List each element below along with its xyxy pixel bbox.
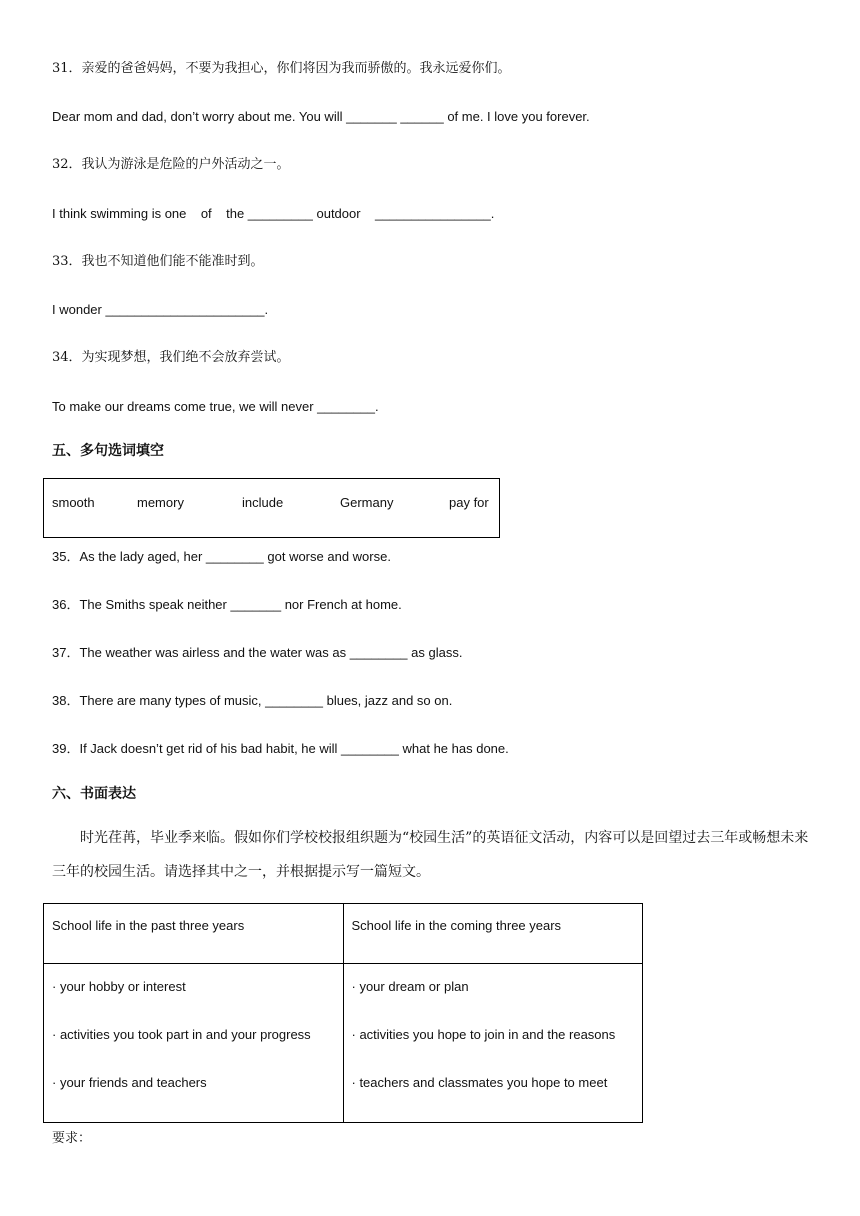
word-bank-item: memory (137, 495, 184, 510)
hint-item: · teachers and classmates you hope to meet (351, 1075, 608, 1090)
question-31-chinese: 31．亲爱的爸爸妈妈，不要为我担心，你们将因为我而骄傲的。我永远爱你们。 (52, 61, 511, 76)
section-5-title: 五、多句选词填空 (52, 443, 164, 459)
question-39: 39．If Jack doesn’t get rid of his bad habit, he will ________ what he has done. (52, 741, 509, 756)
requirements-label: 要求： (52, 1131, 92, 1146)
hint-item: · activities you hope to join in and the reasons (351, 1027, 616, 1042)
hint-item: · activities you took part in and your progress (52, 1027, 311, 1042)
question-32-chinese: 32．我认为游泳是危险的户外活动之一。 (52, 157, 290, 172)
question-36: 36．The Smiths speak neither _______ nor French at home. (52, 597, 402, 612)
question-34-chinese: 34．为实现梦想，我们绝不会放弃尝试。 (52, 350, 290, 365)
word-bank-item: include (242, 495, 284, 510)
question-31-english: Dear mom and dad, don’t worry about me. You will _______ ______ of me. I love you forever. (52, 109, 590, 124)
question-32-english: I think swimming is one of the _________ outdoor ________________. (52, 206, 495, 221)
table-header-future: School life in the coming three years (343, 904, 643, 964)
section-6-title: 六、书面表达 (52, 786, 136, 802)
table-cell-future-hints (343, 964, 643, 1123)
hint-item: · your hobby or interest (52, 979, 186, 994)
table-cell-past-hints (44, 964, 344, 1123)
hint-item: · your dream or plan (351, 979, 469, 994)
question-33-chinese: 33．我也不知道他们能不能准时到。 (52, 254, 264, 269)
question-37: 37．The weather was airless and the water was as ________ as glass. (52, 645, 463, 660)
word-bank-item: Germany (340, 495, 394, 510)
word-bank-box (43, 478, 500, 538)
question-33-english: I wonder ______________________. (52, 302, 269, 317)
writing-prompt: 时光荏苒，毕业季来临。假如你们学校校报组织题为“校园生活”的英语征文活动，内容可以是回望过去三年或畅想未来三年的校园生活。请选择其中之一，并根据提示写一篇短文。 (52, 830, 809, 880)
writing-hints-table (43, 903, 643, 1123)
question-34-english: To make our dreams come true, we will never ________. (52, 399, 379, 414)
table-header-past: School life in the past three years (44, 904, 344, 964)
word-bank-item: pay for (449, 495, 489, 510)
hint-item: · your friends and teachers (52, 1075, 207, 1090)
question-38: 38．There are many types of music, ________ blues, jazz and so on. (52, 693, 453, 708)
word-bank-item: smooth (52, 495, 95, 510)
question-35: 35．As the lady aged, her ________ got worse and worse. (52, 549, 391, 564)
